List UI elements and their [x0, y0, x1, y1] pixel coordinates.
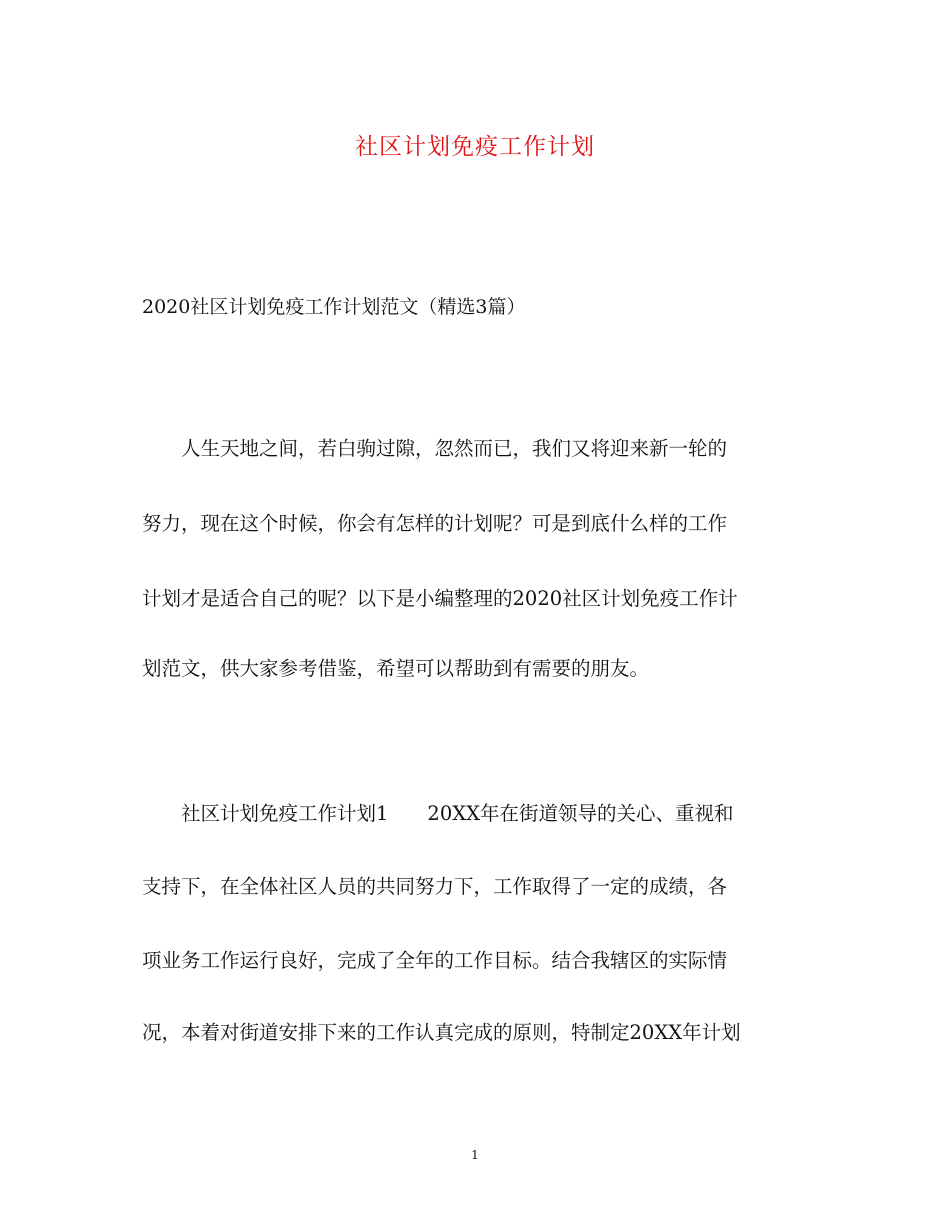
paragraph-2-line-2: 支持下，在全体社区人员的共同努力下，工作取得了一定的成绩，各 — [142, 875, 728, 898]
paragraph-1-line-2: 努力，现在这个时候，你会有怎样的计划呢？可是到底什么样的工作 — [142, 512, 728, 535]
paragraph-2-line-4: 况，本着对街道安排下来的工作认真完成的原则，特制定20XX年计划 — [142, 1021, 741, 1044]
paragraph-2-line-3: 项业务工作运行良好，完成了全年的工作目标。结合我辖区的实际情 — [142, 949, 728, 972]
page-number: 1 — [471, 1148, 479, 1162]
paragraph-1-line-3: 计划才是适合自己的呢？以下是小编整理的2020社区计划免疫工作计 — [142, 587, 738, 610]
paragraph-1-line-1: 人生天地之间，若白驹过隙，忽然而已，我们又将迎来新一轮的 — [142, 437, 728, 460]
document-title: 社区计划免疫工作计划 — [355, 134, 595, 160]
document-subtitle: 2020社区计划免疫工作计划范文（精选3篇） — [142, 296, 526, 318]
paragraph-1-line-4: 划范文，供大家参考借鉴，希望可以帮助到有需要的朋友。 — [142, 657, 650, 680]
paragraph-2-line-1: 社区计划免疫工作计划1 20XX年在街道领导的关心、重视和 — [142, 802, 734, 825]
